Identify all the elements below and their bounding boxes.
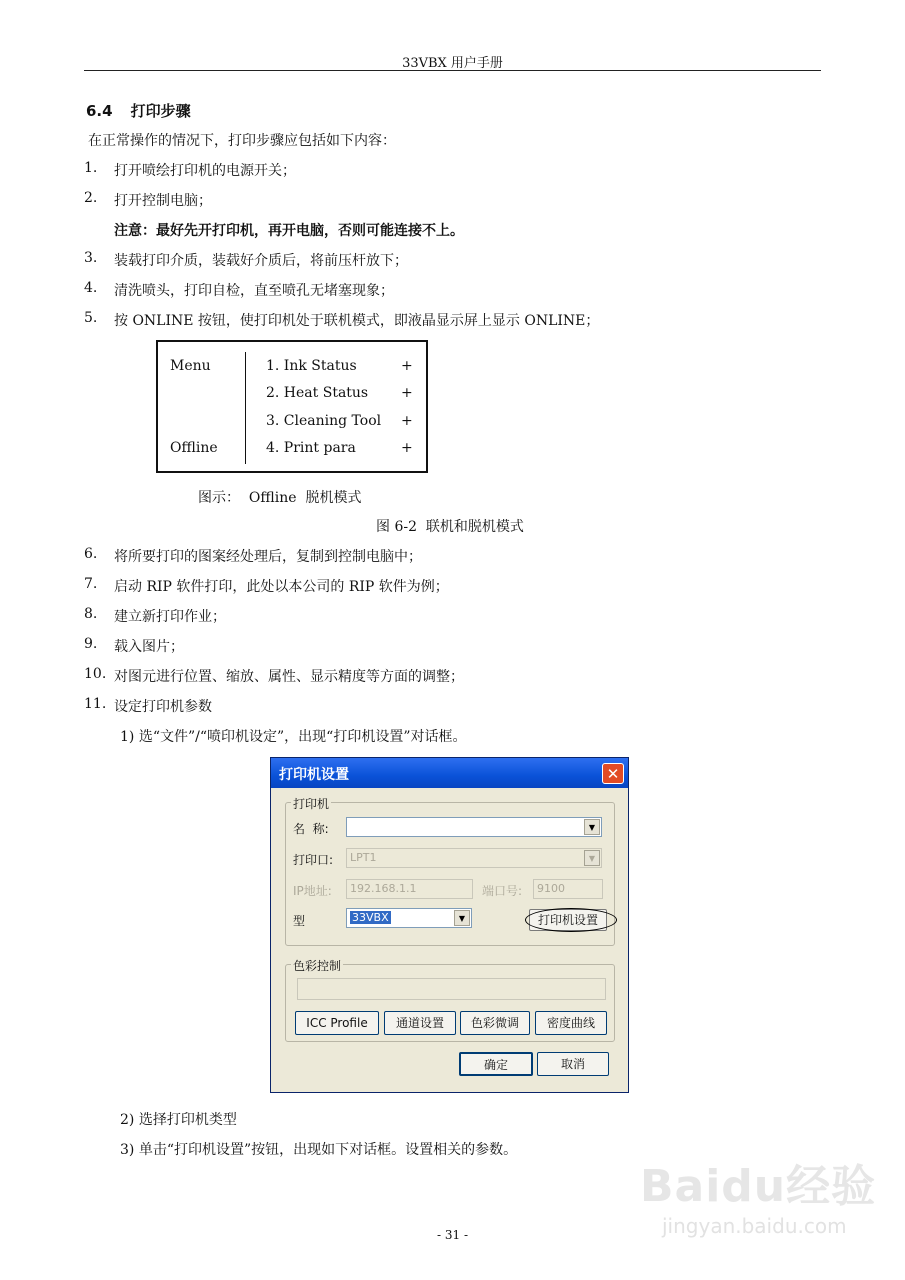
port-select[interactable] [346,848,602,868]
lcd-offline-label: Offline [170,440,218,456]
watermark-url: jingyan.baidu.com [662,1214,847,1238]
lcd-menu-box [156,340,428,473]
lcd-plus-mark: + [401,358,413,374]
sub-step-2: 2) 选择打印机类型 [120,1112,237,1128]
step-text: 清洗喷头，打印自检，直至喷孔无堵塞现象； [114,283,394,299]
ok-button[interactable]: 确定 [459,1052,533,1076]
step-text: 将所要打印的图案经处理后，复制到控制电脑中； [114,549,422,565]
lcd-item: 3. Cleaning Tool [266,413,382,429]
lcd-menu-label: Menu [170,358,211,374]
port-number-field[interactable] [533,879,603,899]
page-number: - 31 - [436,1228,468,1242]
step-number: 8. [84,606,98,622]
sub-step-3: 3) 单击“打印机设置”按钮，出现如下对话框。设置相关的参数。 [120,1142,518,1158]
watermark-logo: Baidu经验 [640,1161,877,1212]
ip-address-field[interactable] [346,879,473,899]
dialog-title: 打印机设置 [279,767,349,783]
ip-address-value: 192.168.1.1 [350,882,417,895]
printer-settings-dialog [270,757,629,1093]
port-number-value: 9100 [537,882,565,895]
lcd-item: 2. Heat Status [266,385,369,401]
printer-type-select[interactable] [346,908,472,928]
port-label: 打印口: [293,853,334,867]
intro-text: 在正常操作的情况下，打印步骤应包括如下内容： [88,133,396,149]
step-text: 启动 RIP 软件打印，此处以本公司的 RIP 软件为例； [114,579,449,595]
channel-settings-button[interactable]: 通道设置 [384,1011,456,1035]
printer-setup-button[interactable]: 打印机设置 [529,909,607,931]
printer-group-label: 打印机 [293,797,330,811]
port-number-label: 端口号: [482,884,523,898]
step-number: 11. [84,696,107,712]
dialog-titlebar[interactable] [271,758,628,788]
step-number: 10. [84,666,107,682]
close-icon[interactable]: ✕ [602,763,624,784]
name-label: 名 称: [293,822,329,836]
step-number: 6. [84,546,98,562]
step-number: 7. [84,576,98,592]
step-number: 2. [84,190,98,206]
lcd-plus-mark: + [401,440,413,456]
color-control-group-label: 色彩控制 [293,959,342,973]
sub-step-1: 1) 选“文件”/“喷印机设定”，出现“打印机设置”对话框。 [120,729,467,745]
highlight-oval [525,908,617,932]
step-text: 建立新打印作业； [114,609,226,625]
step-text: 打开控制电脑； [114,193,212,209]
printer-type-value: 33VBX [352,911,389,924]
lcd-item: 4. Print para [266,440,356,456]
lcd-plus-mark: + [401,385,413,401]
density-curve-button[interactable]: 密度曲线 [535,1011,607,1035]
icc-profile-button[interactable]: ICC Profile [295,1011,379,1035]
step-text: 装载打印介质，装载好介质后，将前压杆放下； [114,253,408,269]
color-profile-field[interactable] [297,978,606,1000]
lcd-item: 1. Ink Status [266,358,357,374]
chevron-down-icon[interactable]: ▼ [454,910,470,926]
port-value: LPT1 [350,851,377,864]
step-number: 3. [84,250,98,266]
color-adjust-button[interactable]: 色彩微调 [460,1011,530,1035]
step-number: 5. [84,310,98,326]
cancel-button[interactable]: 取消 [537,1052,609,1076]
lcd-plus-mark: + [401,413,413,429]
step-number: 9. [84,636,98,652]
header-rule [84,70,821,71]
section-title: 打印步骤 [130,102,191,120]
step-text: 按 ONLINE 按钮，使打印机处于联机模式，即液晶显示屏上显示 ONLINE； [114,313,600,329]
step-text: 载入图片； [114,639,184,655]
note-text: 注意：最好先开打印机，再开电脑，否则可能连接不上。 [114,223,464,239]
type-label: 型 [293,914,306,928]
chevron-down-icon[interactable]: ▼ [584,850,600,866]
lcd-divider [245,352,246,464]
step-text: 对图元进行位置、缩放、属性、显示精度等方面的调整； [114,669,464,685]
figure-caption: 图 6-2 联机和脱机模式 [376,519,524,535]
page-header: 33VBX 用户手册 [402,56,503,71]
lcd-caption: 图示： Offline 脱机模式 [198,490,362,506]
step-text: 打开喷绘打印机的电源开关； [114,163,296,179]
step-number: 1. [84,160,98,176]
step-number: 4. [84,280,98,296]
ip-label: IP地址: [293,884,332,898]
chevron-down-icon[interactable]: ▼ [584,819,600,835]
section-heading [86,100,191,121]
printer-name-select[interactable] [346,817,602,837]
section-number: 6.4 [86,102,113,120]
step-text: 设定打印机参数 [114,699,212,715]
